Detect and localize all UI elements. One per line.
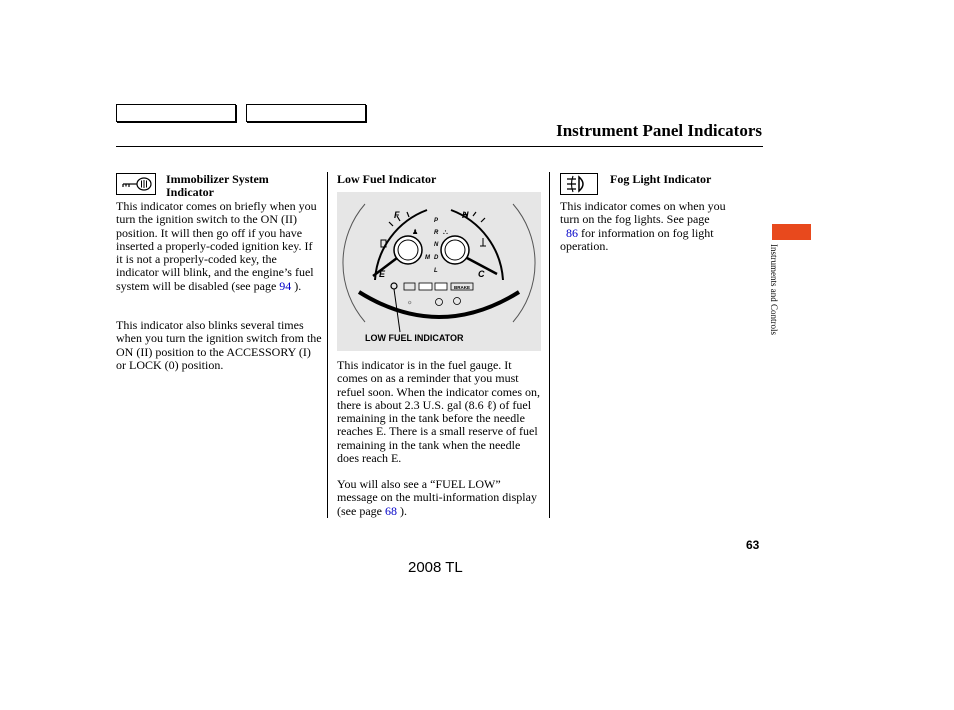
nav-box-1[interactable]	[116, 104, 236, 122]
immobilizer-paragraph-2: This indicator also blinks several times when you turn the ignition switch from the ON (II) position to the ACCESSORY (I) or LOCK (0) position.	[116, 318, 322, 372]
section-label: Instruments and Controls	[769, 244, 779, 335]
gauge-label-empty: E	[379, 269, 386, 279]
warning-light-2	[419, 283, 432, 290]
page-number: 63	[746, 538, 760, 552]
gauge-label-cold: C	[478, 269, 485, 279]
brake-warning-icon	[454, 298, 461, 305]
page-title: Instrument Panel Indicators	[556, 121, 762, 140]
gear-p: P	[434, 218, 439, 224]
warning-light-3	[435, 283, 447, 290]
fog-light-icon	[560, 173, 598, 195]
gear-d: D	[434, 255, 439, 261]
fog-light-text-1: This indicator comes on when you turn on the fog lights. See page	[560, 199, 726, 227]
gear-r: R	[434, 230, 439, 236]
nav-box-2[interactable]	[246, 104, 366, 122]
headlight-icon: ☼	[407, 300, 413, 306]
immobilizer-text-1-end: ).	[291, 278, 302, 293]
low-fuel-paragraph-2	[337, 478, 543, 518]
title-divider	[116, 146, 763, 147]
seatbelt-icon: ♟	[412, 228, 419, 236]
immobilizer-heading: Immobilizer System Indicator	[166, 172, 269, 199]
gear-m: M	[425, 255, 430, 261]
page-link-94[interactable]: 94	[279, 278, 292, 293]
door-icon: ⛬	[443, 228, 448, 236]
fog-light-text-2: for information on fog light operation.	[560, 225, 714, 253]
model-footer: 2008 TL	[408, 559, 463, 576]
fog-light-paragraph	[560, 200, 746, 253]
brake-indicator: BRAKE	[454, 285, 471, 290]
page-link-86[interactable]: 86	[566, 225, 578, 240]
fuel-gauge-illustration	[337, 192, 541, 351]
gear-n: N	[434, 242, 439, 248]
low-fuel-heading: Low Fuel Indicator	[337, 172, 437, 186]
gauge-label-full: F	[394, 210, 400, 220]
tire-pressure-icon	[436, 299, 443, 306]
low-fuel-text-2: You will also see a “FUEL LOW” message on the multi-information display (see page	[337, 477, 537, 518]
low-fuel-text-2-end: ).	[396, 503, 407, 518]
low-fuel-paragraph-1: This indicator is in the fuel gauge. It comes on as a reminder that you must refuel soon. When the indicator comes on, there is about 2.3 U.S. gal (8.6 ℓ) of fuel remaining in the tank before the needle reaches E. There is a small reserve of fuel remaining in the tank when the needle does reach E.	[337, 358, 541, 466]
section-tab-marker	[772, 224, 811, 240]
fuel-gauge-figure	[337, 192, 541, 351]
page-link-68[interactable]: 68	[384, 503, 397, 518]
immobilizer-key-icon	[116, 173, 156, 195]
warning-light-1	[404, 283, 415, 290]
figure-caption: LOW FUEL INDICATOR	[365, 333, 464, 343]
immobilizer-paragraph-1	[116, 200, 322, 293]
low-fuel-indicator-light	[391, 283, 397, 289]
immobilizer-text-1: This indicator comes on briefly when you turn the ignition switch to the ON (II) position. It will then go off if you have inserted a properly-coded ignition key. If it is not a properly-coded key, the indicator will blink, and the engine’s fuel system will be disabled (see page	[116, 199, 317, 293]
column-divider-2	[549, 172, 550, 518]
fog-light-heading: Fog Light Indicator	[610, 172, 712, 186]
gear-l: L	[434, 268, 438, 274]
column-divider-1	[327, 172, 328, 518]
gauge-label-hot: H	[462, 210, 469, 220]
